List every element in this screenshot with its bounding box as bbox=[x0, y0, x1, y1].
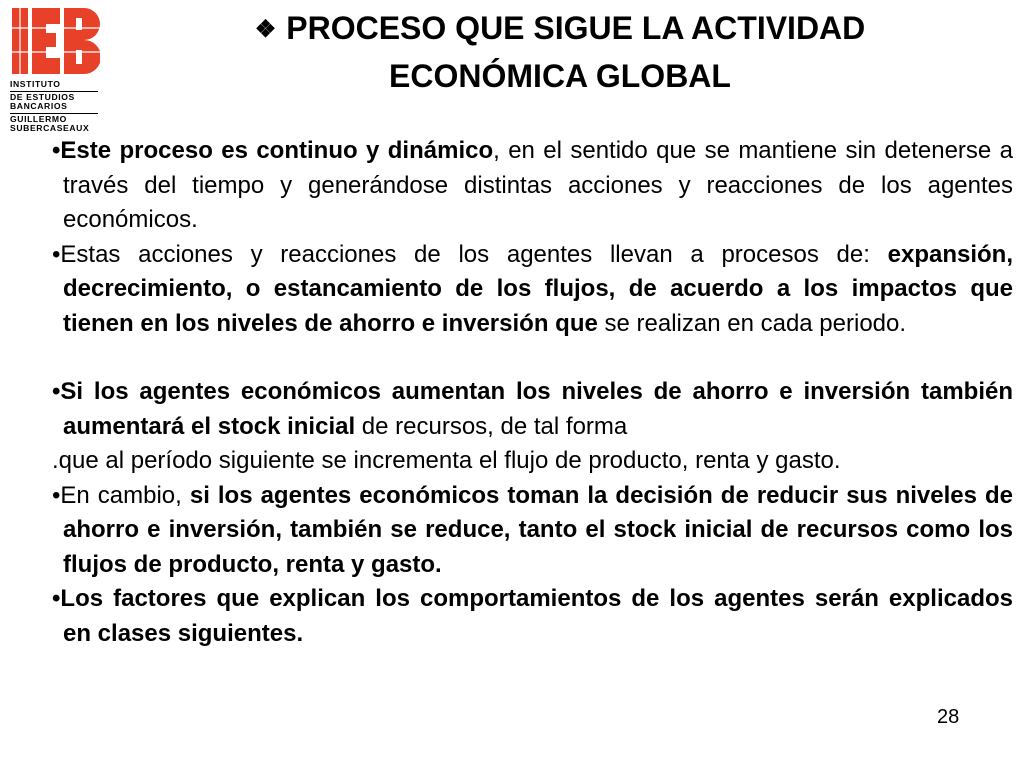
ieb-logo-mark bbox=[10, 6, 100, 76]
logo-line-3: BANCARIOS bbox=[10, 101, 68, 112]
logo-line-1: INSTITUTO bbox=[10, 79, 61, 89]
paragraph-1: •Este proceso es continuo y dinámico, en el sentido que se mantiene sin detenerse a través del tiempo y generándose distintas acciones y reacciones de los agentes económicos. bbox=[52, 137, 1013, 233]
logo-line-5: SUBERCASEAUX bbox=[10, 123, 90, 134]
paragraph-3-continuation: .que al período siguiente se incrementa el flujo de producto, renta y gasto. bbox=[52, 447, 841, 474]
paragraph-3: •Si los agentes económicos aumentan los niveles de ahorro e inversión también aumentará el stock inicial de recursos, de tal forma bbox=[52, 378, 1013, 440]
slide-body bbox=[52, 134, 1013, 651]
diamond-bullet-icon: ❖ bbox=[254, 16, 277, 43]
title-line-1: ❖ PROCESO QUE SIGUE LA ACTIVIDAD bbox=[254, 10, 866, 46]
title-line-2: ECONÓMICA GLOBAL bbox=[389, 58, 731, 94]
paragraph-5: •Los factores que explican los comportamientos de los agentes serán explicados en clases siguientes. bbox=[52, 585, 1013, 647]
institute-logo bbox=[10, 6, 102, 134]
logo-text bbox=[10, 80, 102, 134]
paragraph-2: •Estas acciones y reacciones de los agentes llevan a procesos de: expansión, decrecimiento, o estancamiento de los flujos, de acuerdo a los impactos que tienen en los niveles de ahorro e inversión que se realizan en cada periodo. bbox=[52, 240, 1013, 337]
page-number: 28 bbox=[937, 706, 960, 728]
slide-title bbox=[180, 6, 940, 98]
paragraph-4: •En cambio, si los agentes económicos toman la decisión de reducir sus niveles de ahorro e inversión, también se reduce, tanto el stock inicial de recursos como los flujos de producto, renta y gasto. bbox=[52, 481, 1013, 578]
logo-line-2: DE ESTUDIOS bbox=[10, 91, 75, 102]
logo-line-4: GUILLERMO bbox=[10, 113, 67, 124]
